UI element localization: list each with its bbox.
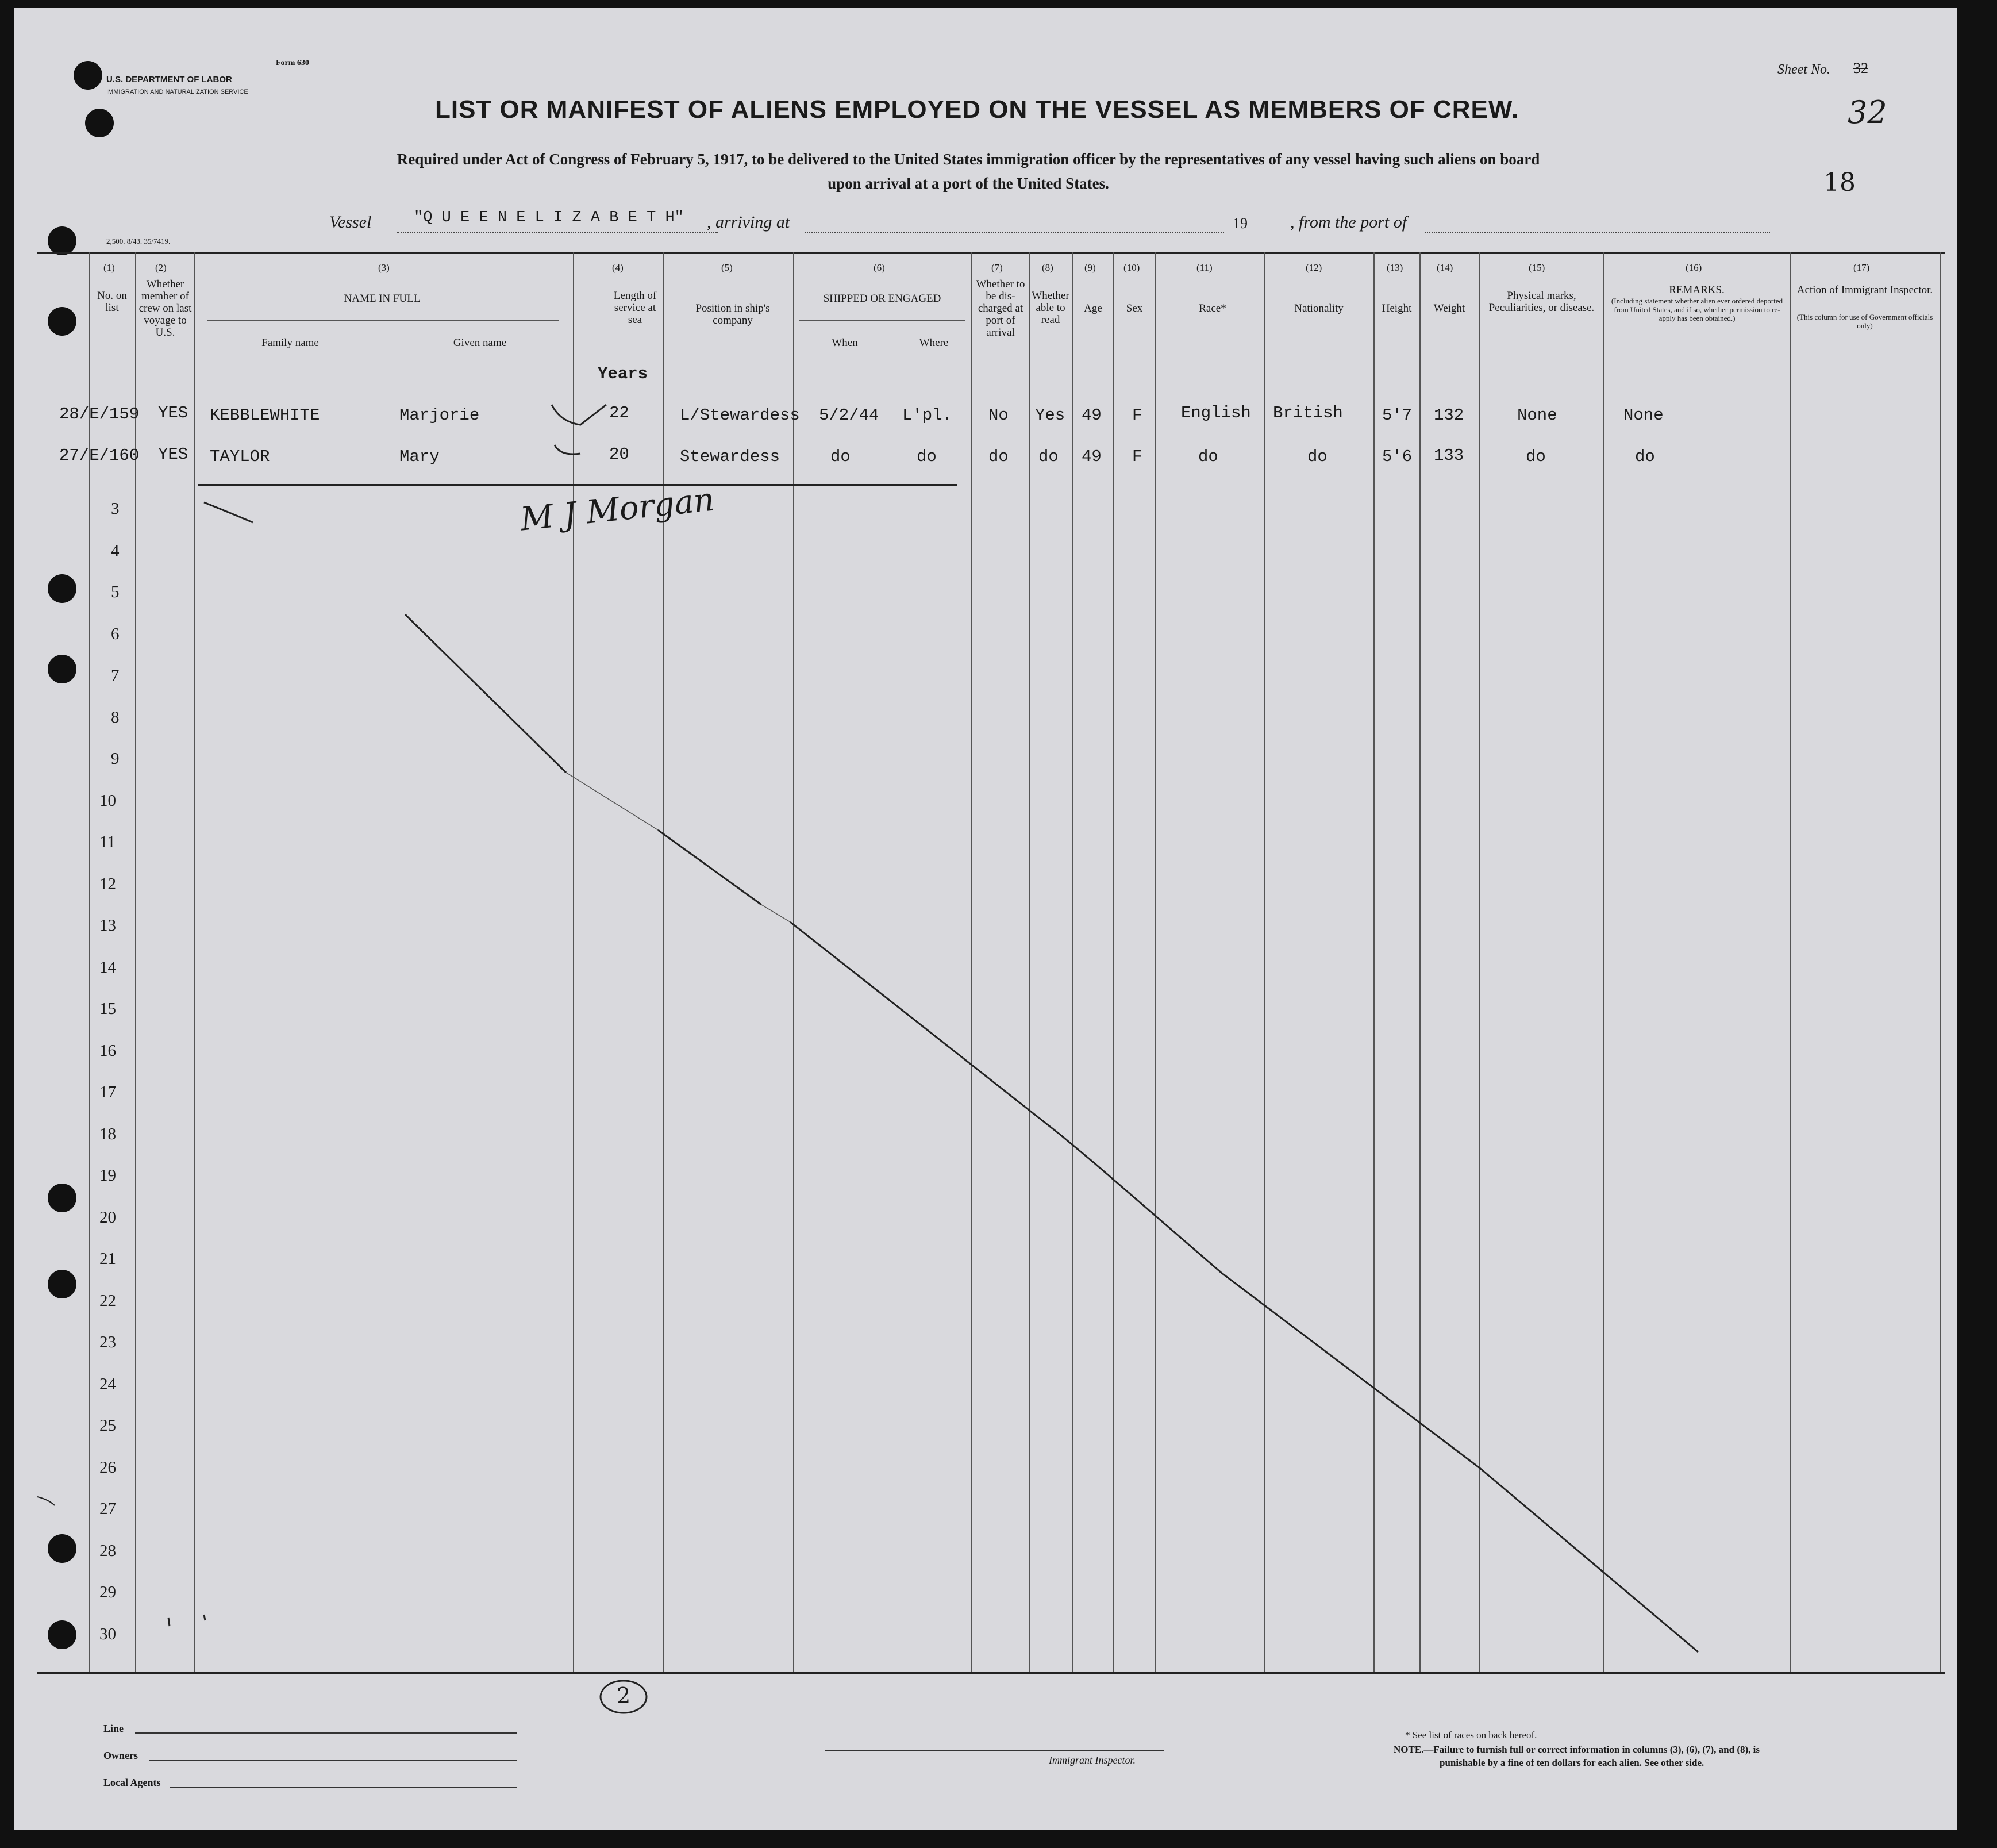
row-1-read: Yes	[1035, 406, 1065, 425]
row-number: 25	[99, 1416, 116, 1435]
page-mark: 18	[1823, 168, 1856, 197]
col-header-remarks-note: (Including statement whether alien ever ordered deported from United States, and if so, whether permission to re-apply has been obtained.)	[1611, 297, 1783, 322]
col-number: (6)	[874, 262, 885, 273]
subtitle-line-1: Required under Act of Congress of February 5, 1917, to be delivered to the United States immigration officer by the representatives of any vessel having such aliens on board	[397, 151, 1540, 168]
col-header-discharged: Whether to be dis-charged at port of arrival	[976, 278, 1025, 339]
col-header-nationality: Nationality	[1294, 302, 1344, 314]
col-number: (12)	[1306, 262, 1322, 273]
col-header-read: Whether able to read	[1032, 290, 1069, 326]
years-label: Years	[598, 364, 648, 383]
sheet-number: 32	[1848, 94, 1887, 130]
row-number: 23	[99, 1333, 116, 1351]
row-2-family: TAYLOR	[210, 447, 270, 466]
row-1-weight: 132	[1434, 406, 1464, 425]
inspector-label: Immigrant Inspector.	[1049, 1754, 1136, 1766]
tick-mark	[37, 1497, 55, 1505]
col-number: (17)	[1853, 262, 1870, 273]
signature: M J Morgan	[518, 481, 716, 539]
footer-owners-label: Owners	[103, 1750, 138, 1761]
row-number: 17	[99, 1083, 116, 1101]
vessel-label: Vessel	[329, 213, 372, 232]
sheet-label: Sheet No.	[1777, 62, 1830, 77]
row-1-where: L'pl.	[902, 406, 953, 425]
row-number: 26	[99, 1458, 116, 1477]
col-header-no: No. on list	[97, 290, 127, 314]
col-header-remarks: REMARKS.	[1669, 284, 1725, 296]
row-2-read: do	[1038, 447, 1059, 466]
row-1-given: Marjorie	[399, 406, 480, 425]
row-2-where: do	[917, 447, 937, 466]
footer-owners-field	[149, 1760, 517, 1761]
footnote-penalty-2: punishable by a fine of ten dollars for each alien. See other side.	[1440, 1757, 1704, 1768]
row-2-weight: 133	[1434, 446, 1464, 465]
arriving-label: , arriving at	[707, 213, 790, 232]
row-1-height: 5'7	[1382, 406, 1413, 425]
col-number: (11)	[1196, 262, 1213, 273]
col-header-name: NAME IN FULL	[344, 293, 421, 305]
row-number: 13	[99, 916, 116, 935]
row-2-age: 49	[1082, 447, 1102, 466]
row-number: 4	[111, 541, 120, 560]
row-2-sex: F	[1132, 447, 1142, 466]
footer-line-label: Line	[103, 1723, 124, 1734]
row-number: 24	[99, 1374, 116, 1393]
footnote-penalty-1: NOTE.—Failure to furnish full or correct information in columns (3), (6), (7), and (8), is	[1394, 1744, 1760, 1755]
row-number: 10	[99, 791, 116, 810]
service-name: IMMIGRATION AND NATURALIZATION SERVICE	[106, 89, 248, 95]
row-1-member: YES	[158, 404, 188, 422]
form-number: Form 630	[276, 59, 309, 67]
tick-mark	[168, 1615, 205, 1626]
row-number: 8	[111, 708, 120, 727]
col-number: (4)	[612, 262, 624, 273]
row-1-race: English	[1181, 404, 1251, 422]
row-1-position: L/Stewardess	[680, 406, 800, 425]
row-number: 11	[99, 833, 116, 851]
row-1-nationality: British	[1273, 404, 1343, 422]
col-header-position: Position in ship's company	[695, 302, 770, 326]
row-1-discharged: No	[988, 406, 1009, 425]
row-2-discharged: do	[988, 447, 1009, 466]
check-mark	[552, 405, 606, 425]
check-mark	[555, 445, 580, 454]
row-number: 18	[99, 1124, 116, 1143]
footer-agents-label: Local Agents	[103, 1777, 161, 1788]
row-2-service: 20	[609, 445, 629, 464]
row-2-race: do	[1198, 447, 1218, 466]
footnote-races: * See list of races on back hereof.	[1405, 1730, 1537, 1741]
col-number: (2)	[155, 262, 167, 273]
col-header-family: Family name	[261, 337, 319, 349]
col-number: (13)	[1387, 262, 1403, 273]
col-header-given: Given name	[453, 337, 507, 349]
row-1-marks: None	[1517, 406, 1557, 425]
row-number: 22	[99, 1291, 116, 1310]
row-2-when: do	[830, 447, 851, 466]
col-number: (1)	[103, 262, 115, 273]
row-2-given: Mary	[399, 447, 440, 466]
row-number: 28	[99, 1541, 116, 1560]
col-number: (15)	[1529, 262, 1545, 273]
col-header-member: Whether member of crew on last voyage to U.S.	[138, 278, 192, 339]
row-2-height: 5'6	[1382, 447, 1413, 466]
row-number: 21	[99, 1250, 116, 1268]
row-number: 30	[99, 1624, 116, 1643]
col-number: (14)	[1437, 262, 1453, 273]
vessel-name: "Q U E E N E L I Z A B E T H"	[414, 209, 684, 226]
row-number: 9	[111, 750, 120, 768]
col-number: (7)	[991, 262, 1003, 273]
row-1-when: 5/2/44	[819, 406, 879, 425]
year-prefix: 19	[1233, 215, 1248, 232]
print-code: 2,500. 8/43. 35/7419.	[106, 237, 171, 245]
row-2-marks: do	[1526, 447, 1546, 466]
col-number: (8)	[1042, 262, 1053, 273]
col-number: (3)	[378, 262, 390, 273]
row-number: 15	[99, 1000, 116, 1018]
row-1-age: 49	[1082, 406, 1102, 425]
footer-line-field	[135, 1732, 517, 1734]
col-header-marks: Physical marks, Peculiarities, or disease.	[1488, 290, 1595, 314]
handwriting-overlay	[14, 8, 1957, 1830]
row-number: 3	[111, 500, 120, 518]
footer-agents-field	[170, 1787, 517, 1788]
col-number: (10)	[1123, 262, 1140, 273]
row-1-remarks: None	[1623, 406, 1664, 425]
col-header-when: When	[832, 337, 858, 349]
col-header-shipped: SHIPPED OR ENGAGED	[823, 293, 941, 305]
row-number: 6	[111, 624, 120, 643]
row-2-position: Stewardess	[680, 447, 780, 466]
row-number: 14	[99, 958, 116, 977]
sheet-number-struck: 32	[1853, 60, 1868, 76]
page-title: LIST OR MANIFEST OF ALIENS EMPLOYED ON THE VESSEL AS MEMBERS OF CREW.	[435, 95, 1519, 124]
row-number: 20	[99, 1208, 116, 1227]
col-header-sex: Sex	[1126, 302, 1143, 314]
manifest-sheet	[14, 8, 1957, 1830]
col-header-race: Race*	[1199, 302, 1226, 314]
from-port-label: , from the port of	[1290, 213, 1407, 232]
row-number: 16	[99, 1041, 116, 1060]
row-number: 12	[99, 874, 116, 893]
department-name: U.S. DEPARTMENT OF LABOR	[106, 75, 232, 84]
row-1-sex: F	[1132, 406, 1142, 425]
col-header-age: Age	[1084, 302, 1102, 314]
row-1-family: KEBBLEWHITE	[210, 406, 320, 425]
subtitle-line-2: upon arrival at a port of the United States.	[828, 175, 1109, 192]
row-2-member: YES	[158, 445, 188, 464]
col-header-action: Action of Immigrant Inspector.	[1796, 284, 1933, 296]
col-header-where: Where	[919, 337, 949, 349]
row-1-service: 22	[609, 404, 629, 422]
cross-out-line	[405, 614, 1698, 1652]
col-number: (5)	[721, 262, 733, 273]
inspector-signature-line	[825, 1750, 1164, 1751]
row-1-ref: 28/E/159	[59, 405, 140, 424]
row-number: 29	[99, 1583, 116, 1601]
col-number: (16)	[1686, 262, 1702, 273]
end-mark-tick	[204, 502, 253, 522]
row-number: 27	[99, 1500, 116, 1518]
col-header-height: Height	[1382, 302, 1412, 314]
row-number: 19	[99, 1166, 116, 1185]
col-header-action-note: (This column for use of Government officials only)	[1796, 313, 1933, 330]
col-number: (9)	[1084, 262, 1096, 273]
col-header-weight: Weight	[1433, 302, 1465, 314]
row-number: 7	[111, 666, 120, 685]
col-header-service: Length of service at sea	[613, 290, 657, 326]
row-2-nationality: do	[1307, 447, 1328, 466]
row-2-remarks: do	[1635, 447, 1655, 466]
row-2-ref: 27/E/160	[59, 446, 140, 465]
row-number: 5	[111, 583, 120, 601]
circled-mark: 2	[617, 1683, 631, 1708]
cross-out-line-faint	[566, 773, 790, 922]
